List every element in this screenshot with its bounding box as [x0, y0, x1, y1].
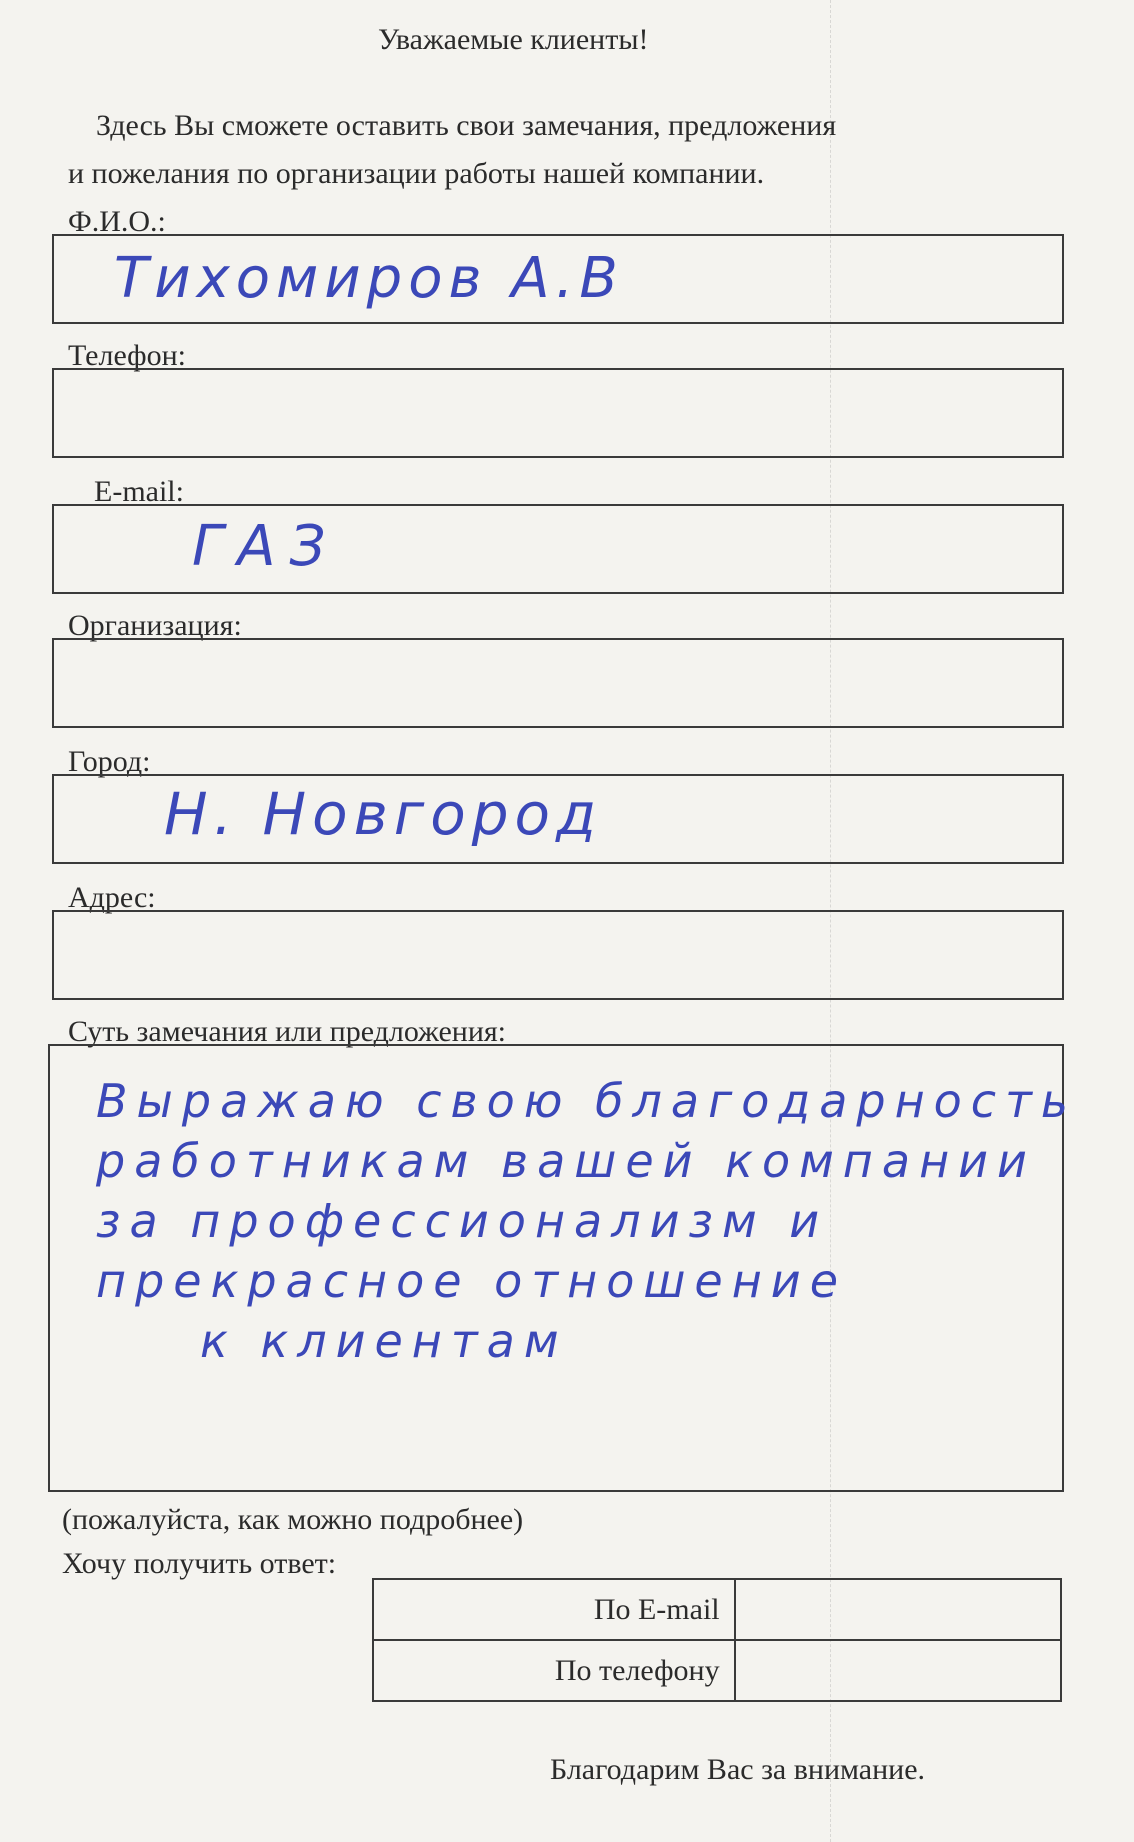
- organization-label: Организация:: [68, 609, 242, 642]
- comment-hint: (пожалуйста, как можно подробнее): [62, 1503, 524, 1536]
- reply-option-row: [373, 1640, 1061, 1701]
- email-field[interactable]: [52, 504, 1064, 594]
- reply-label: Хочу получить ответ:: [62, 1547, 337, 1580]
- organization-field[interactable]: [52, 638, 1064, 728]
- reply-option-phone-checkbox[interactable]: [735, 1640, 1061, 1701]
- comment-line: Выражаю свою благодарность: [96, 1074, 1078, 1128]
- comment-line: работникам вашей компании: [96, 1134, 1036, 1188]
- phone-field[interactable]: [52, 368, 1064, 458]
- phone-label: Телефон:: [68, 339, 186, 372]
- reply-option-email-checkbox[interactable]: [735, 1579, 1061, 1640]
- greeting-heading: Уважаемые клиенты!: [378, 23, 649, 56]
- comment-textarea[interactable]: [48, 1044, 1078, 1492]
- fio-label: Ф.И.О.:: [68, 205, 166, 238]
- reply-option-row: [373, 1579, 1061, 1640]
- email-handwritten-value: ГАЗ: [192, 514, 340, 579]
- comment-line: за профессионализм и: [96, 1194, 829, 1248]
- intro-line-2: и пожелания по организации работы нашей компании.: [68, 157, 765, 190]
- comment-line: прекрасное отношение: [96, 1254, 848, 1308]
- fio-field[interactable]: [52, 234, 1064, 324]
- comment-label: Суть замечания или предложения:: [68, 1015, 507, 1048]
- email-label: E-mail:: [94, 475, 184, 508]
- reply-options-table: [372, 1578, 1062, 1702]
- address-label: Адрес:: [68, 881, 156, 914]
- address-field[interactable]: [52, 910, 1064, 1000]
- reply-option-phone-label: По телефону: [373, 1640, 735, 1701]
- city-field[interactable]: [52, 774, 1064, 864]
- fio-handwritten-value: Тихомиров А.В: [114, 246, 624, 311]
- city-handwritten-value: Н. Новгород: [164, 780, 603, 848]
- city-label: Город:: [68, 745, 151, 778]
- intro-line-1: Здесь Вы сможете оставить свои замечания, предложения: [96, 109, 837, 142]
- reply-option-email-label: По E-mail: [373, 1579, 735, 1640]
- thanks-footer: Благодарим Вас за внимание.: [550, 1753, 926, 1786]
- comment-line: к клиентам: [200, 1314, 568, 1368]
- comment-handwritten-text: [50, 1046, 1078, 1490]
